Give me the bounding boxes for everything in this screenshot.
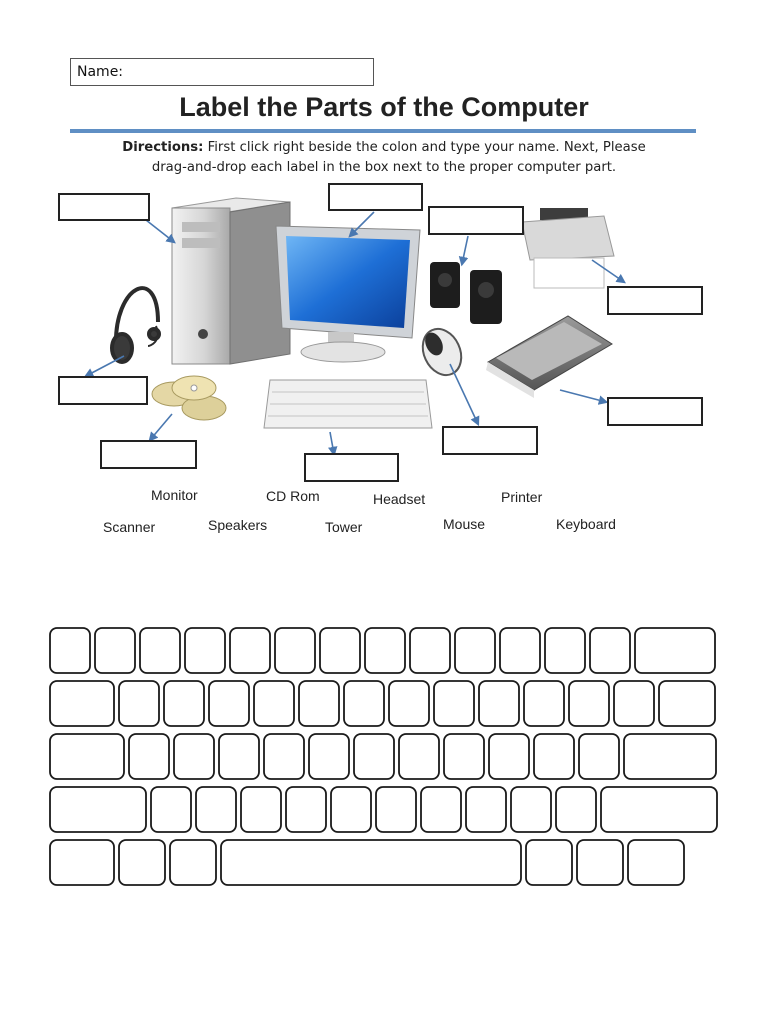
scanner-image [486,316,612,398]
outline-key [614,681,654,726]
outline-key [434,681,474,726]
outline-key [526,840,572,885]
word-tower[interactable]: Tower [325,519,363,535]
outline-key [376,787,416,832]
drop-box-tower[interactable] [58,193,150,221]
outline-key [489,734,529,779]
outline-key [331,787,371,832]
outline-key [140,628,180,673]
word-cd-rom[interactable]: CD Rom [266,488,320,504]
outline-key [221,840,521,885]
directions-lead: Directions: [122,140,204,155]
outline-key [185,628,225,673]
outline-key [354,734,394,779]
outline-key [534,734,574,779]
directions [98,138,670,178]
outline-key [219,734,259,779]
mouse-image [416,323,469,382]
outline-key [421,787,461,832]
outline-key [410,628,450,673]
drop-box-headset[interactable] [58,376,148,405]
outline-key [151,787,191,832]
drop-box-scanner[interactable] [607,397,703,426]
drop-box-mouse[interactable] [442,426,538,455]
outline-key [50,681,114,726]
outline-key [444,734,484,779]
outline-key [659,681,715,726]
outline-key [230,628,270,673]
outline-key [511,787,551,832]
outline-key [635,628,715,673]
drop-box-speakers[interactable] [428,206,524,235]
outline-key [399,734,439,779]
outline-key [500,628,540,673]
outline-key [309,734,349,779]
outline-key [466,787,506,832]
outline-key [479,681,519,726]
title-divider [70,129,696,133]
label-arrows [86,212,624,454]
word-printer[interactable]: Printer [501,489,543,505]
drop-box-keyboard[interactable] [304,453,399,482]
outline-key [299,681,339,726]
outline-key [254,681,294,726]
outline-key [129,734,169,779]
name-input[interactable] [127,63,321,81]
outline-key [344,681,384,726]
word-speakers[interactable]: Speakers [208,517,268,533]
cd-rom-image [152,376,226,420]
outline-key [174,734,214,779]
monitor-image [276,226,420,362]
page-title: Label the Parts of the Computer [179,92,589,122]
word-mouse[interactable]: Mouse [443,516,486,532]
outline-key [241,787,281,832]
outline-key [556,787,596,832]
outline-key [119,840,165,885]
outline-key [455,628,495,673]
word-scanner[interactable]: Scanner [103,519,156,535]
outline-key [590,628,630,673]
outline-key [95,628,135,673]
keyboard-image [264,380,432,428]
outline-key [209,681,249,726]
drop-box-printer[interactable] [607,286,703,315]
outline-key [624,734,716,779]
outline-key [577,840,623,885]
outline-key [628,840,684,885]
word-keyboard[interactable]: Keyboard [556,516,616,532]
speakers-image [430,262,502,324]
outline-key [50,628,90,673]
tower-image [172,198,290,364]
outline-key [164,681,204,726]
outline-key [365,628,405,673]
outline-key [579,734,619,779]
outline-key [601,787,717,832]
drop-box-cd-rom[interactable] [100,440,197,469]
drop-box-monitor[interactable] [328,183,423,211]
outline-key [50,734,124,779]
name-label: Name: [77,64,124,80]
outline-key [286,787,326,832]
word-headset[interactable]: Headset [373,491,426,507]
blank-keyboard-outline [48,626,718,890]
headset-image [112,288,159,362]
printer-image [522,208,614,288]
outline-key [119,681,159,726]
word-monitor[interactable]: Monitor [151,487,198,503]
name-field[interactable] [70,58,374,86]
outline-key [524,681,564,726]
outline-key [196,787,236,832]
directions-line-2: drag-and-drop each label in the box next to the proper computer part. [151,160,617,175]
outline-key [275,628,315,673]
outline-key [569,681,609,726]
directions-line-1: First click right beside the colon and type your name. Next, Please [207,140,646,155]
outline-key [389,681,429,726]
outline-key [545,628,585,673]
worksheet [58,46,710,536]
outline-key [50,840,114,885]
outline-key [50,787,146,832]
outline-key [320,628,360,673]
outline-key [170,840,216,885]
outline-key [264,734,304,779]
